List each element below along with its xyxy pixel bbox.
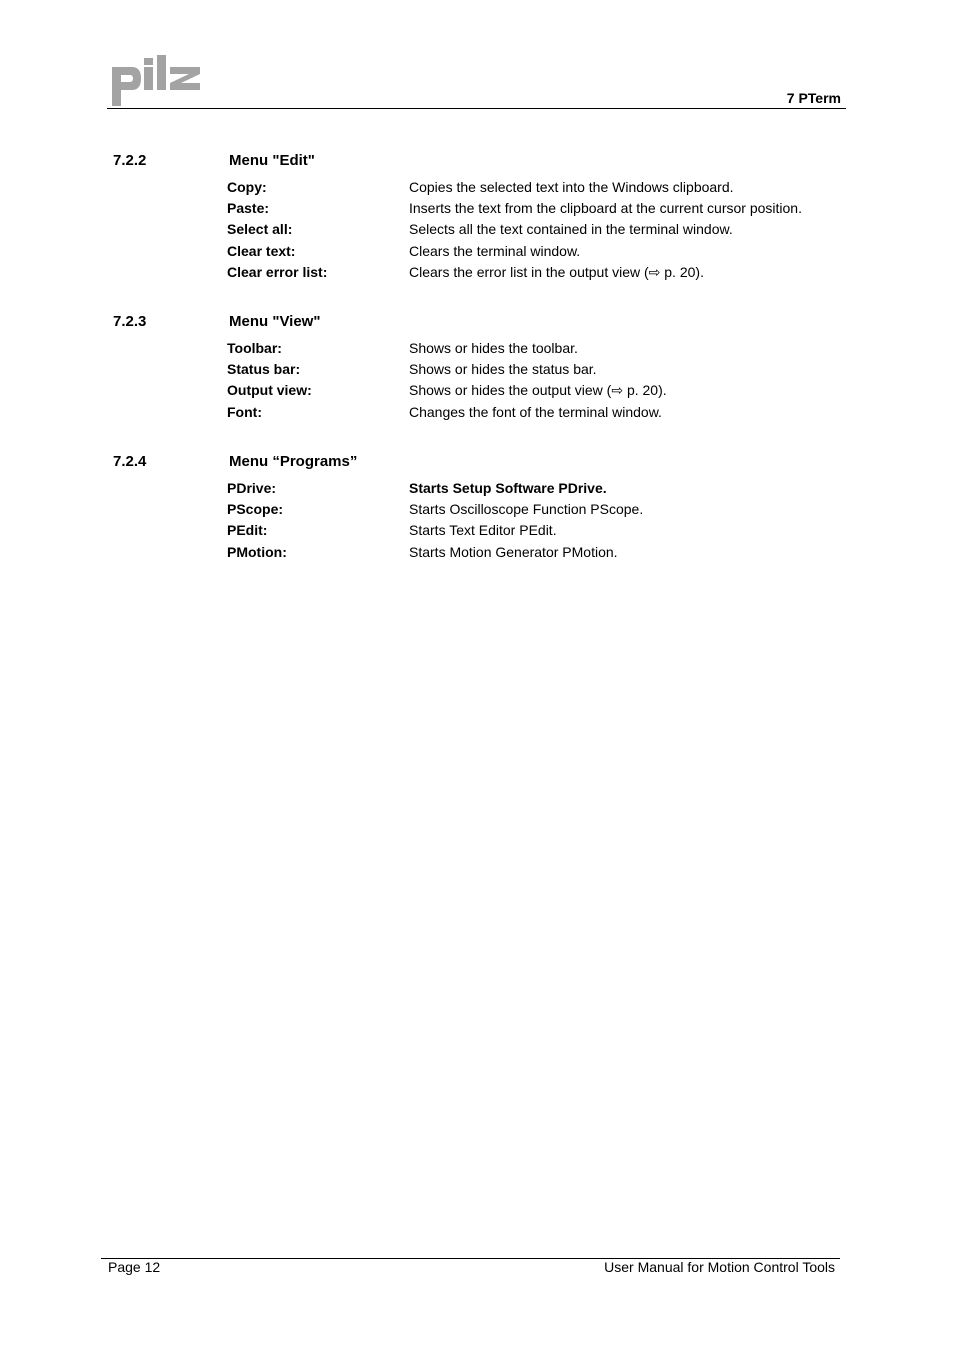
pilz-logo: [110, 55, 202, 112]
item-description: Clears the terminal window.: [409, 242, 581, 259]
item-description: Shows or hides the status bar.: [409, 361, 597, 378]
item-term: PMotion:: [227, 543, 287, 560]
section-number: 7.2.2: [113, 152, 147, 169]
item-term: Toolbar:: [227, 340, 282, 356]
item-description: Selects all the text contained in the terminal window.: [409, 221, 733, 238]
section-number: 7.2.4: [113, 453, 147, 470]
document-title: User Manual for Motion Control Tools: [604, 1259, 835, 1275]
item-description: Shows or hides the toolbar.: [409, 340, 578, 356]
item-term: Select all:: [227, 221, 293, 238]
pilz-logo-mark: [110, 55, 202, 107]
item-description: Starts Motion Generator PMotion.: [409, 543, 618, 560]
item-description: Starts Text Editor PEdit.: [409, 522, 557, 539]
item-description: Shows or hides the output view (⇨ p. 20).: [409, 382, 667, 399]
item-description: Starts Setup Software PDrive.: [409, 480, 607, 496]
item-term: Clear error list:: [227, 263, 328, 280]
item-term: Clear text:: [227, 242, 296, 259]
item-description: Inserts the text from the clipboard at the current cursor position.: [409, 200, 802, 217]
item-term: Paste:: [227, 200, 270, 217]
item-term: Status bar:: [227, 361, 301, 378]
item-description: Copies the selected text into the Windows clipboard.: [409, 179, 734, 195]
item-term: Copy:: [227, 179, 267, 195]
header-divider: [107, 108, 846, 109]
item-term: PScope:: [227, 501, 284, 518]
item-description: Starts Oscilloscope Function PScope.: [409, 501, 644, 518]
section-title: Menu “Programs”: [229, 453, 358, 470]
chapter-heading: 7 PTerm: [786, 90, 841, 106]
page-number: Page 12: [108, 1259, 161, 1275]
section-number: 7.2.3: [113, 313, 147, 330]
item-term: Font:: [227, 403, 262, 420]
item-term: Output view:: [227, 382, 312, 399]
item-description: Clears the error list in the output view (⇨ p. 20).: [409, 263, 704, 280]
section-title: Menu "View": [229, 313, 321, 330]
item-description: Changes the font of the terminal window.: [409, 403, 662, 420]
item-term: PEdit:: [227, 522, 268, 539]
item-term: PDrive:: [227, 480, 277, 496]
section-title: Menu "Edit": [229, 152, 315, 169]
